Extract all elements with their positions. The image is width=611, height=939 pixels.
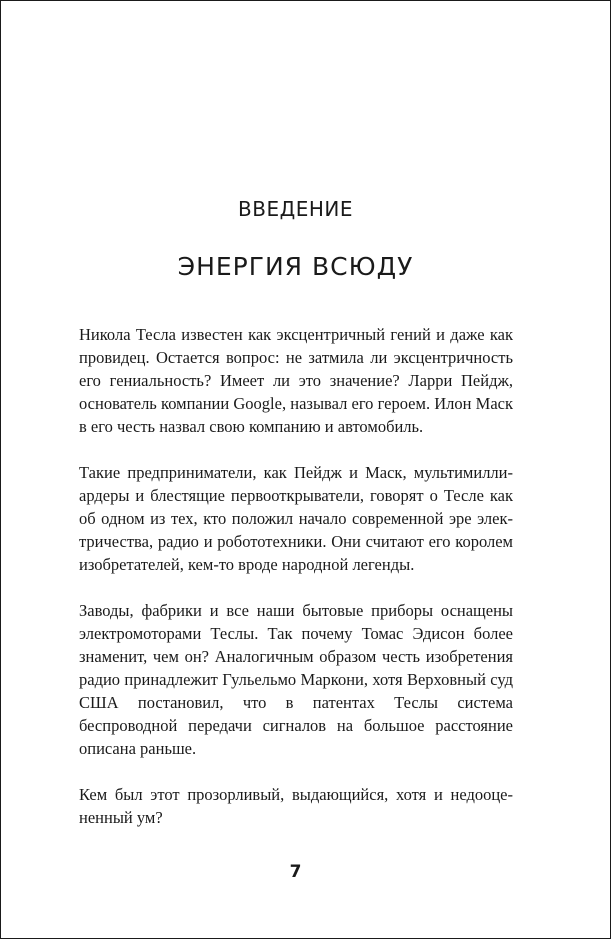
body-text [79,323,513,852]
paragraph-4: Кем был этот прозорливый, выдающийся, хотя и недооцененный ум? [79,785,513,827]
paragraph-3: Заводы, фабрики и все наши бытовые приборы оснащены электромоторами Теслы. Так почему Томас Эдисон более знаменит, чем он? Аналогичным образом честь изобретения радио принадлежит Гульельмо Маркони, хотя Верховный суд США постановил, что в патентах Теслы система беспроводной передачи сигналов на большое расстояние описана раньше. [79,601,513,758]
chapter-title: ЭНЕРГИЯ ВСЮДУ [177,252,414,281]
section-label: ВВЕДЕНИЕ [238,197,353,221]
page-number: 7 [289,862,302,882]
paragraph-2: Такие предприниматели, как Пейдж и Маск, мультимиллиардеры и блестящие первооткрыватели, говорят о Тесле как об одном из тех, кто положил начало современной эре электричества, радио и робототехники. Они считают его королем изобретателей, кем-то вроде народной легенды. [79,463,513,574]
paragraph-1: Никола Тесла известен как эксцентричный гений и даже как провидец. Остается вопрос: не затмила ли эксцентричность его гениальность? Имеет ли это значение? Ларри Пейдж, основатель компании Google, называл его героем. Илон Маск в его честь назвал свою компанию и автомобиль. [79,325,513,436]
